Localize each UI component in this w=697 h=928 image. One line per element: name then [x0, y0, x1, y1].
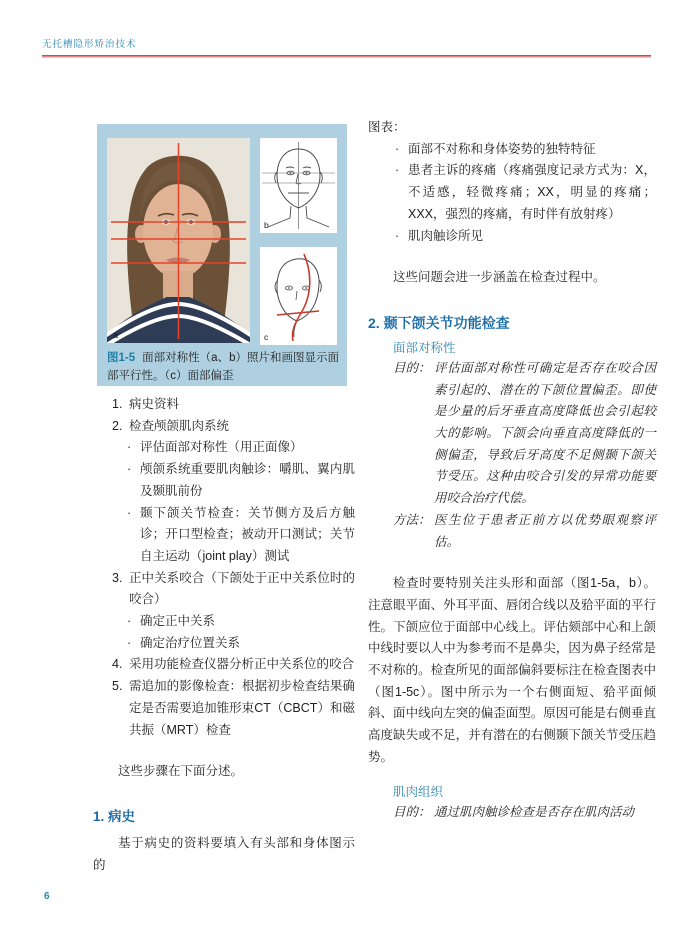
- list-text: 评估面部对称性（用正面像）: [140, 440, 303, 455]
- purpose-block-2: [393, 802, 656, 824]
- header-rule: [42, 55, 651, 58]
- list-text: 正中关系咬合（下颌处于正中关系位时的咬合）: [129, 570, 355, 607]
- right-column: [368, 117, 656, 823]
- figure-caption: [107, 350, 339, 385]
- list-text: 患者主诉的疼痛（疼痛强度记录方式为：X，不适感，轻微疼痛；XX，明显的疼痛；XXX，强烈的疼痛，有时伴有放射疼）: [408, 163, 656, 221]
- list-marker: 2.: [112, 418, 123, 433]
- diagram-label-c: c: [264, 332, 269, 342]
- subheading-muscle-tissue: 肌肉组织: [393, 784, 444, 799]
- list-text: 面部不对称和身体姿势的独特特征: [408, 141, 596, 156]
- figure-1-5-panel: [97, 124, 347, 386]
- subheading-facial-symmetry: 面部对称性: [393, 340, 456, 355]
- list-text: 颞下颌关节检查：关节侧方及后方触诊；开口型检查；被动开口测试；关节自主运动（joint play）测试: [140, 505, 355, 563]
- list-marker: 3.: [112, 570, 123, 585]
- list-text: 肌肉触诊所见: [408, 228, 484, 243]
- bullet-marker: ·: [127, 462, 132, 477]
- closing-paragraph: 这些步骤在下面分述。: [118, 764, 244, 779]
- purpose-label: 目的：: [393, 360, 431, 375]
- list-text: 颅颌系统重要肌肉触诊：嚼肌、翼内肌及颞肌前份: [140, 462, 355, 498]
- coverage-paragraph: 这些问题会进一步涵盖在检查过程中。: [393, 270, 606, 285]
- list-item: [127, 611, 355, 633]
- bullet-marker: ·: [127, 440, 132, 455]
- bullet-marker: ·: [127, 505, 132, 520]
- list-item: [395, 226, 656, 248]
- list-text: 确定治疗位置关系: [140, 635, 241, 650]
- section-heading-tmj: 2. 颞下颌关节功能检查: [368, 314, 510, 331]
- patient-photo-a: [107, 138, 250, 343]
- method-label: 方法：: [393, 512, 431, 527]
- list-text: 确定正中关系: [140, 614, 216, 629]
- list-text: 检查颅颌肌肉系统: [129, 418, 230, 433]
- list-item: [127, 459, 355, 502]
- face-diagram-c: [260, 247, 337, 345]
- figure-caption-label: 图1-5: [107, 352, 136, 364]
- purpose-label-2: 目的：: [393, 804, 431, 819]
- list-item: [127, 437, 355, 459]
- history-paragraph: 基于病史的资料要填入有头部和身体图示的: [93, 835, 355, 872]
- list-marker: 5.: [112, 679, 123, 694]
- purpose-text: 评估面部对称性可确定是否存在咬合因素引起的、潜在的下颌位置偏歪。即使是少量的后牙垂直高度降低也会引起较大的影响。下颌会向垂直高度降低的一侧偏歪，导致后牙高度不足侧颞下颌关节受压。这种由咬合引发的异常功能要用咬合治疗代偿。: [434, 360, 656, 506]
- list-item: [395, 139, 656, 161]
- list-item: [112, 568, 355, 611]
- figure-caption-text: 面部对称性（a、b）照片和画图显示面部平行性。（c）面部偏歪: [107, 352, 340, 382]
- chart-lead: 图表：: [368, 120, 406, 134]
- list-item: [112, 676, 355, 741]
- purpose-block: [393, 358, 656, 510]
- list-item: [127, 633, 355, 655]
- bullet-marker: ·: [395, 228, 400, 243]
- chart-bullet-list: [395, 139, 656, 248]
- bullet-marker: ·: [127, 635, 132, 650]
- examination-paragraph: 检查时要特别关注头形和面部（图1-5a，b）。注意眼平面、外耳平面、唇闭合线以及𬌗平面的平行性。下颌应位于面部中心线上。评估颏部中心和上颌中线时要以人中为参考而不是鼻尖，因为鼻子经常是不对称的。检查所见的面部偏斜要标注在检查图表中（图1-5c）。图中所示为一个右侧面短、𬌗平面倾斜、面中线向左突的偏歪面型。原因可能是右侧垂直高度缺失或不足，并有潜在的右侧颞下颌关节受压趋势。: [368, 576, 656, 764]
- method-block: [393, 510, 656, 553]
- purpose-text-2: 通过肌肉触诊检查是否存在肌肉活动: [434, 804, 635, 819]
- left-column: [93, 394, 355, 876]
- list-item: [112, 394, 355, 416]
- page-number: 6: [44, 891, 50, 902]
- face-diagram-b: [260, 138, 337, 233]
- list-text: 需追加的影像检查：根据初步检查结果确定是否需要追加锥形束CT（CBCT）和磁共振（MRT）检查: [129, 679, 355, 737]
- list-text: 病史资料: [129, 397, 180, 411]
- bullet-marker: ·: [395, 141, 400, 156]
- list-marker: 4.: [112, 657, 123, 672]
- running-title: 无托槽隐形矫治技术: [42, 39, 137, 50]
- list-item: [112, 654, 355, 676]
- photo-label-a: a: [113, 330, 119, 340]
- list-item: [112, 416, 355, 438]
- list-item: [395, 160, 656, 225]
- procedure-list: [112, 394, 355, 741]
- list-item: [127, 503, 355, 568]
- section-heading-history: 1. 病史: [93, 808, 136, 824]
- bullet-marker: ·: [127, 614, 132, 629]
- list-marker: 1.: [112, 397, 123, 411]
- bullet-marker: ·: [395, 163, 400, 178]
- diagram-label-b: b: [264, 220, 269, 230]
- list-text: 采用功能检查仪器分析正中关系位的咬合: [129, 657, 355, 672]
- method-text: 医生位于患者正前方以优势眼观察评估。: [434, 512, 656, 549]
